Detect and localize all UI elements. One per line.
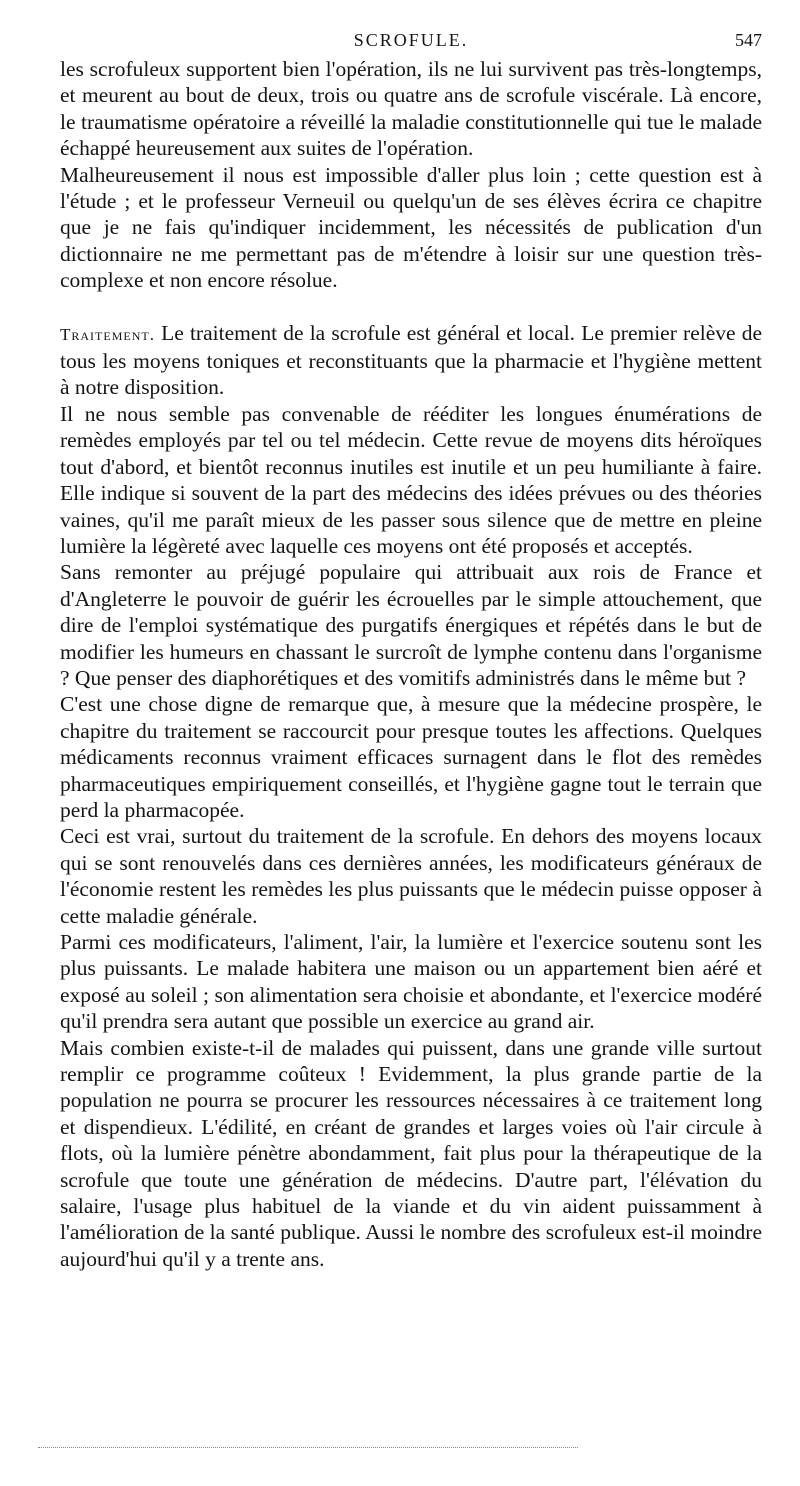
- running-title: SCROFULE.: [353, 30, 469, 50]
- paragraph: Mais combien existe-t-il de malades qui puissent, dans une grande ville surtout remplir ce programme coûteux ! Evidemment, la plus grande partie de la population ne pourra se procurer les ressources nécessaires à ce traitement long et dispendieux. L'édilité, en créant de grandes et larges voies où l'air circule à flots, où la lumière pénètre abondamment, fait plus pour la thérapeutique de la scrofule que toute une génération de médecins. D'autre part, l'élévation du salaire, l'usage plus habituel de la viande et du vin aident puissamment à l'amélioration de la santé publique. Aussi le nombre des scrofuleux est-il moindre aujourd'hui qu'il y a trente ans.: [60, 1035, 762, 1271]
- paragraph: Il ne nous semble pas convenable de rééditer les longues énumérations de remèdes employés par tel ou tel médecin. Cette revue de moyens dits héroïques tout d'abord, et bientôt reconnus inutiles est inutile et un peu humiliante à faire. Elle indique si souvent de la part des médecins des idées prévues ou des théories vaines, qu'il me paraît mieux de les passer sous silence que de mettre en pleine lumière la légèreté avec laquelle ces moyens ont été proposés et acceptés.: [60, 401, 762, 558]
- paragraph: C'est une chose digne de remarque que, à mesure que la médecine prospère, le chapitre du traitement se raccourcit pour presque toutes les affections. Quelques médicaments reconnus vraiment efficaces surnagent dans le flot des remèdes pharmaceutiques empiriquement conseillés, et l'hygiène gagne tout le terrain que perd la pharmacopée.: [60, 692, 762, 822]
- body-text: [60, 56, 762, 1272]
- page-number: 547: [735, 30, 762, 50]
- treatment-paragraph: [60, 320, 762, 401]
- paragraph: Malheureusement il nous est impossible d'aller plus loin ; cette question est à l'étude ; et le professeur Verneuil ou quelqu'un de ses élèves écrira ce chapitre que je ne fais qu'indiquer incidemment, les nécessités de publication d'un dictionnaire ne me permettant pas de m'étendre à loisir sur une question très-complexe et non encore résolue.: [60, 162, 762, 293]
- footer-dotted-rule: [38, 1447, 578, 1448]
- paragraph: Sans remonter au préjugé populaire qui attribuait aux rois de France et d'Angleterre le pouvoir de guérir les écrouelles par le simple attouchement, que dire de l'emploi systématique des purgatifs énergiques et répétés dans le but de modifier les humeurs en chassant le surcroît de lymphe contenu dans l'organisme ? Que penser des diaphorétiques et des vomitifs administrés dans le même but ?: [60, 560, 762, 690]
- paragraph: Parmi ces modificateurs, l'aliment, l'air, la lumière et l'exercice soutenu sont les plus puissants. Le malade habitera une maison ou un appartement bien aéré et exposé au soleil ; son alimentation sera choisie et abondante, et l'exercice modéré qu'il prendra sera autant que possible un exercice au grand air.: [60, 930, 762, 1034]
- treatment-intro: Le traitement de la scrofule est général et local. Le premier relève de tous les moyens toniques et reconstituants que la pharmacie et l'hygiène mettent à notre disposition.: [60, 320, 762, 400]
- paragraph: les scrofuleux supportent bien l'opération, ils ne lui survivent pas très-longtemps, et meurent au bout de deux, trois ou quatre ans de scrofule viscérale. Là encore, le traumatisme opératoire a réveillé la maladie constitutionnelle qui tue le malade échappé heureusement aux suites de l'opération.: [60, 57, 762, 161]
- section-heading: Traitement.: [60, 324, 155, 344]
- paragraph: Ceci est vrai, surtout du traitement de la scrofule. En dehors des moyens locaux qui se sont renouvelés dans ces dernières années, les modificateurs généraux de l'économie restent les remèdes les plus puissants que le médecin puisse opposer à cette maladie générale.: [60, 824, 762, 928]
- page-header: [60, 30, 762, 56]
- document-page: [60, 30, 762, 1272]
